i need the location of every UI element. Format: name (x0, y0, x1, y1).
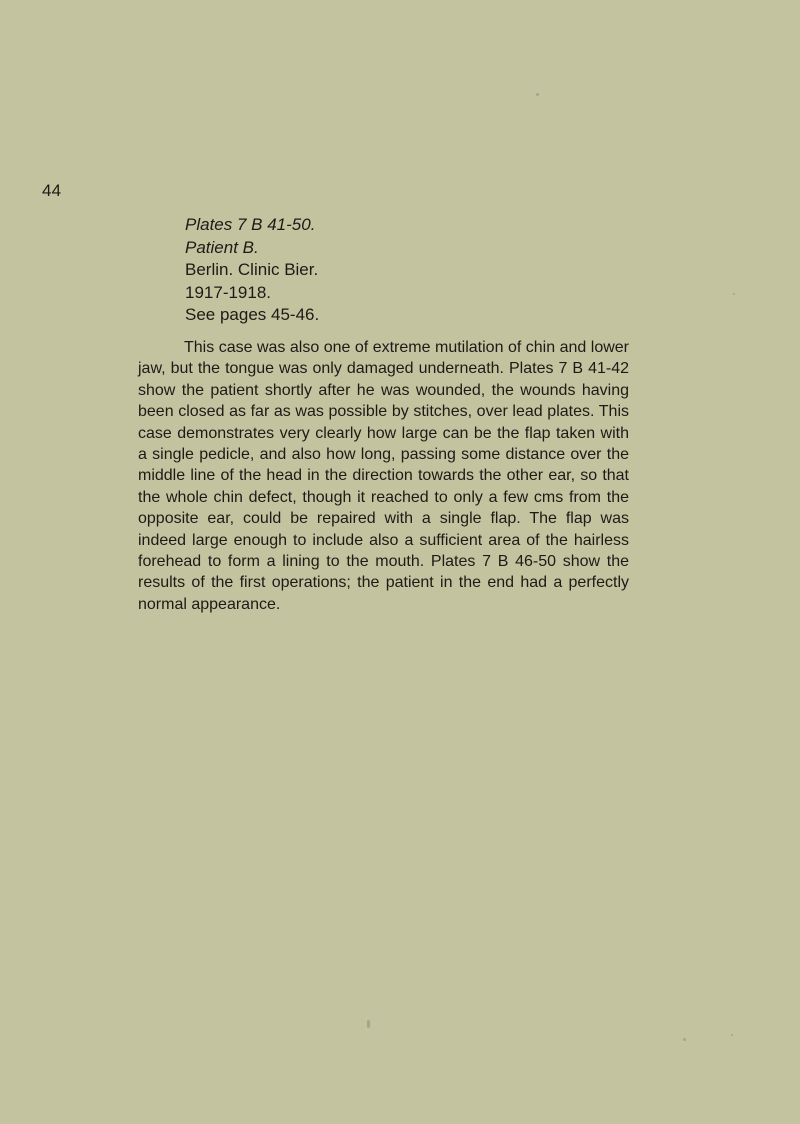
paper-speck (733, 293, 735, 295)
paper-speck (536, 93, 539, 96)
paper-speck (367, 1020, 370, 1028)
clinic-label: Berlin. Clinic Bier. (185, 260, 319, 279)
case-header (185, 214, 319, 327)
paper-speck (683, 1038, 686, 1041)
years-label: 1917-1918. (185, 282, 272, 302)
page-number: 44 (42, 181, 62, 200)
pages-reference: See pages 45-46. (185, 305, 320, 324)
patient-label: Patient B. (185, 237, 259, 257)
paper-speck (731, 1034, 733, 1036)
case-description-paragraph: This case was also one of extreme mutilation of chin and lower jaw, but the tongue was only damaged underneath. Plates 7 B 41-42 show the patient shortly after he was wounded, the wounds having been closed as far as was possible by stitches, over lead plates. This case demonstrates very clearly how large can be the flap taken with a single pedicle, and also how long, passing some distance over the middle line of the head in the direction towards the other ear, so that the whole chin defect, though it reached to only a few cms from the opposite ear, could be repaired with a single flap. The flap was indeed large enough to include also a sufficient area of the hairless forehead to form a lining to the mouth. Plates 7 B 46-50 show the results of the first operations; the patient in the end had a perfectly normal appearance. (138, 339, 629, 613)
plates-reference: Plates 7 B 41-50. (185, 215, 316, 234)
